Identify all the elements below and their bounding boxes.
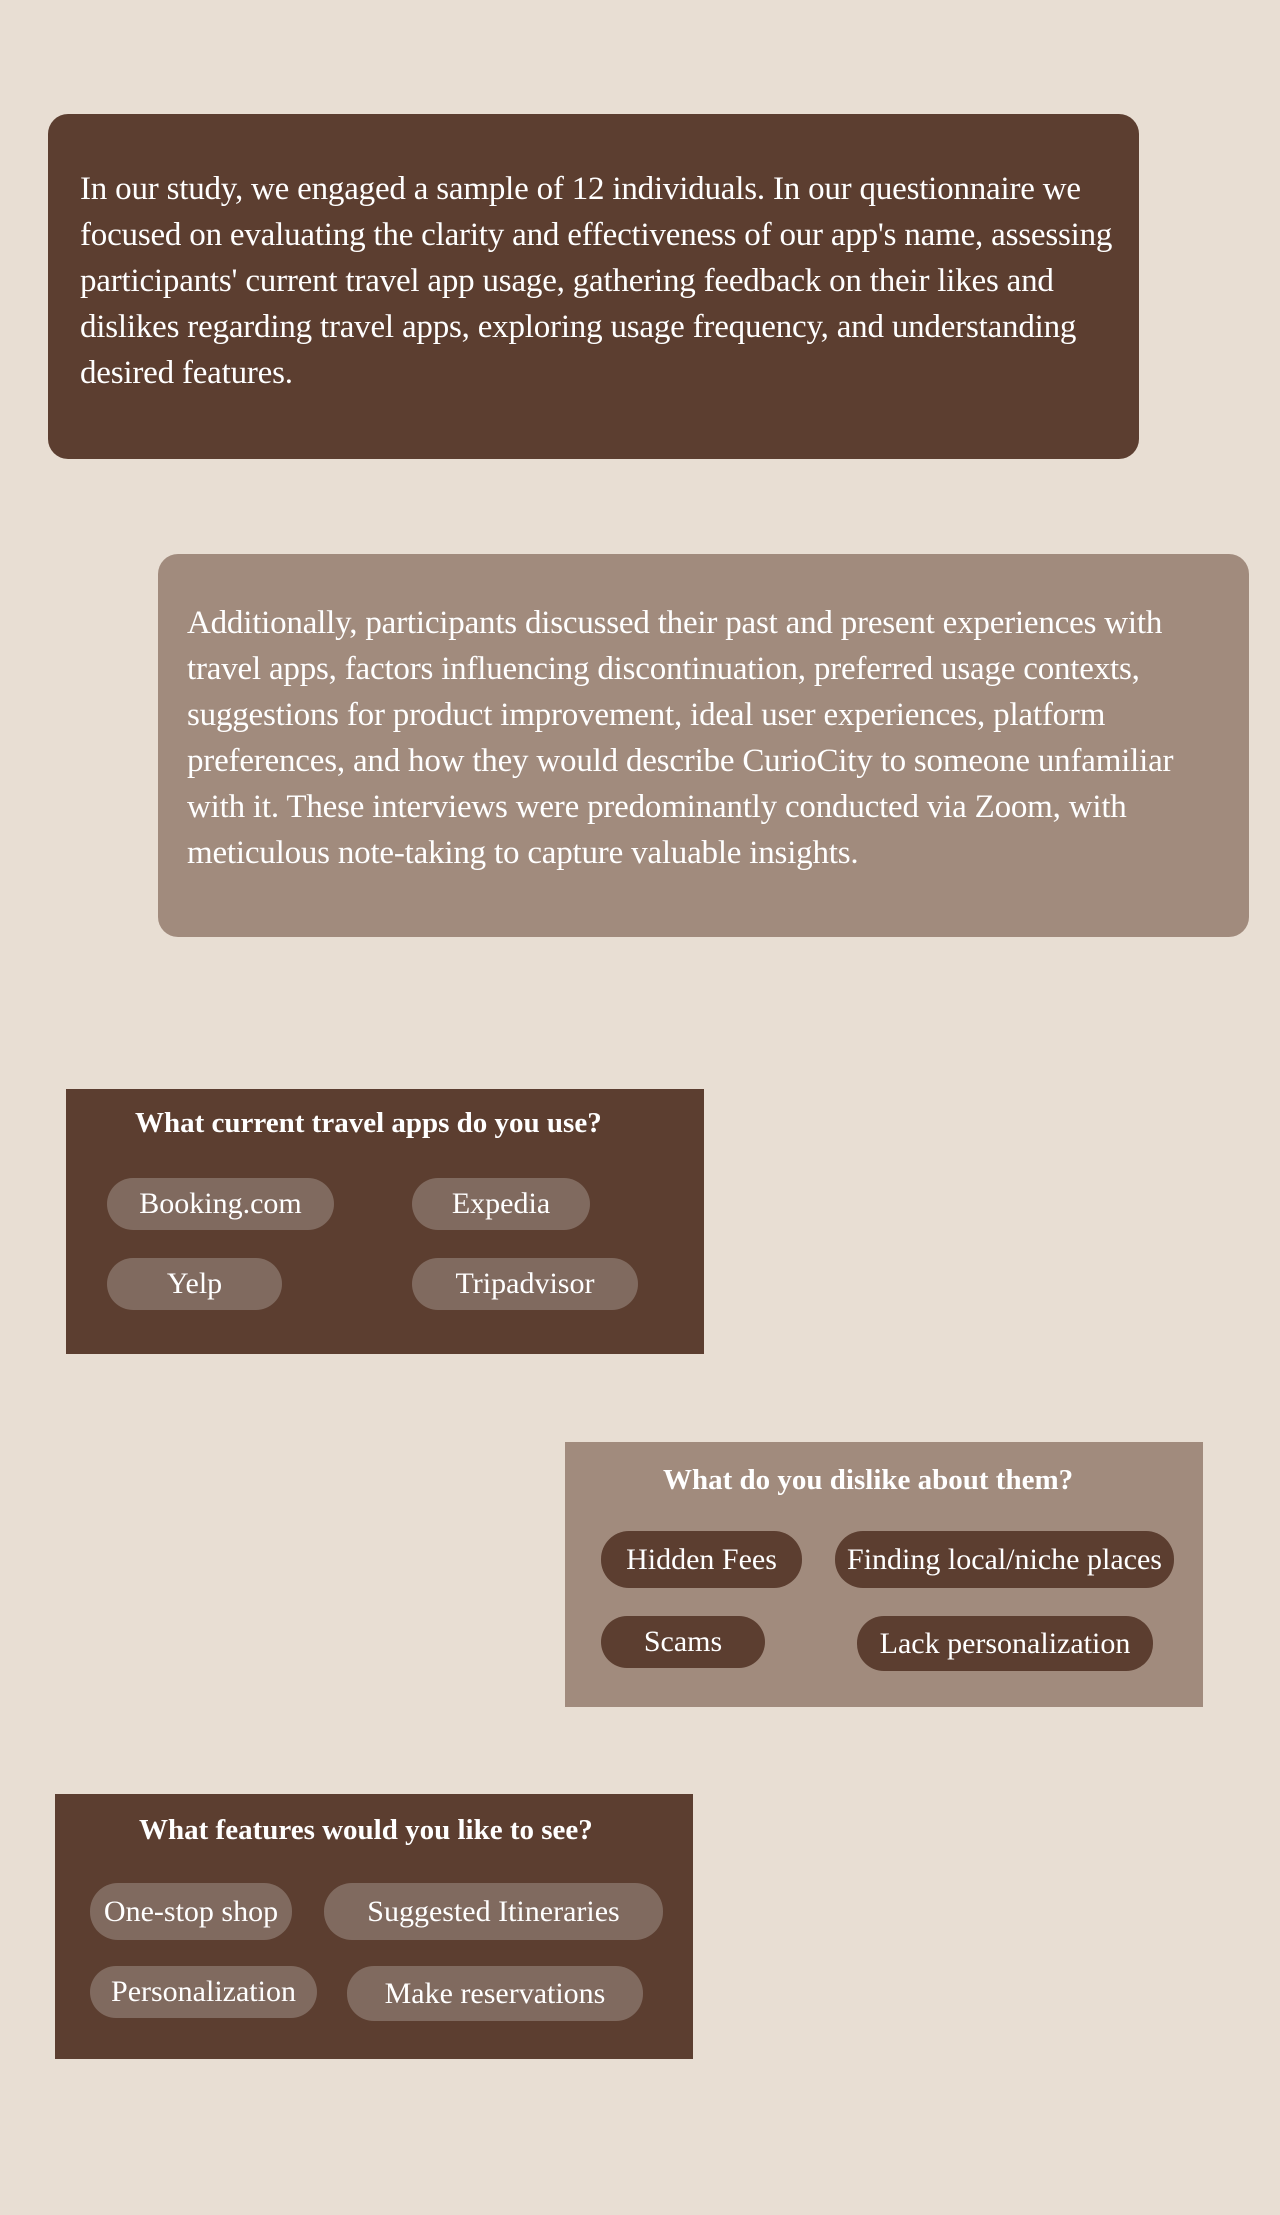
answer-pill: Booking.com	[107, 1178, 334, 1230]
study-details-card	[158, 554, 1249, 937]
answer-pill: Tripadvisor	[412, 1258, 638, 1310]
study-intro-text: In our study, we engaged a sample of 12 individuals. In our questionnaire we focused on evaluating the clarity and effectiveness of our app's name, assessing participants' current travel app usage, gathering feedback on their likes and dislikes regarding travel apps, exploring usage frequency, and understanding desired features.	[80, 171, 1113, 391]
study-intro-card	[48, 114, 1139, 459]
answer-pill: Personalization	[90, 1966, 317, 2018]
question-title: What current travel apps do you use?	[135, 1107, 602, 1139]
question-panel-current-apps	[66, 1089, 704, 1354]
question-title: What do you dislike about them?	[663, 1464, 1074, 1496]
answer-pill: One-stop shop	[90, 1883, 292, 1940]
study-details-text: Additionally, participants discussed their past and present experiences with travel apps, factors influencing discontinuation, preferred usage contexts, suggestions for product improvement, ideal user experiences, platform preferences, and how they would describe CurioCity to someone unfamiliar with it. These interviews were predominantly conducted via Zoom, with meticulous note-taking to capture valuable insights.	[187, 605, 1174, 871]
question-title: What features would you like to see?	[139, 1814, 593, 1846]
answer-pill: Scams	[601, 1616, 765, 1668]
answer-pill: Make reservations	[347, 1966, 643, 2021]
question-panel-dislikes	[565, 1442, 1203, 1707]
answer-pill: Expedia	[412, 1178, 590, 1230]
answer-pill: Lack personalization	[857, 1616, 1153, 1671]
answer-pill: Yelp	[107, 1258, 282, 1310]
question-panel-desired-features	[55, 1794, 693, 2059]
answer-pill: Hidden Fees	[601, 1531, 802, 1588]
answer-pill: Suggested Itineraries	[324, 1883, 663, 1940]
answer-pill: Finding local/niche places	[835, 1531, 1174, 1588]
